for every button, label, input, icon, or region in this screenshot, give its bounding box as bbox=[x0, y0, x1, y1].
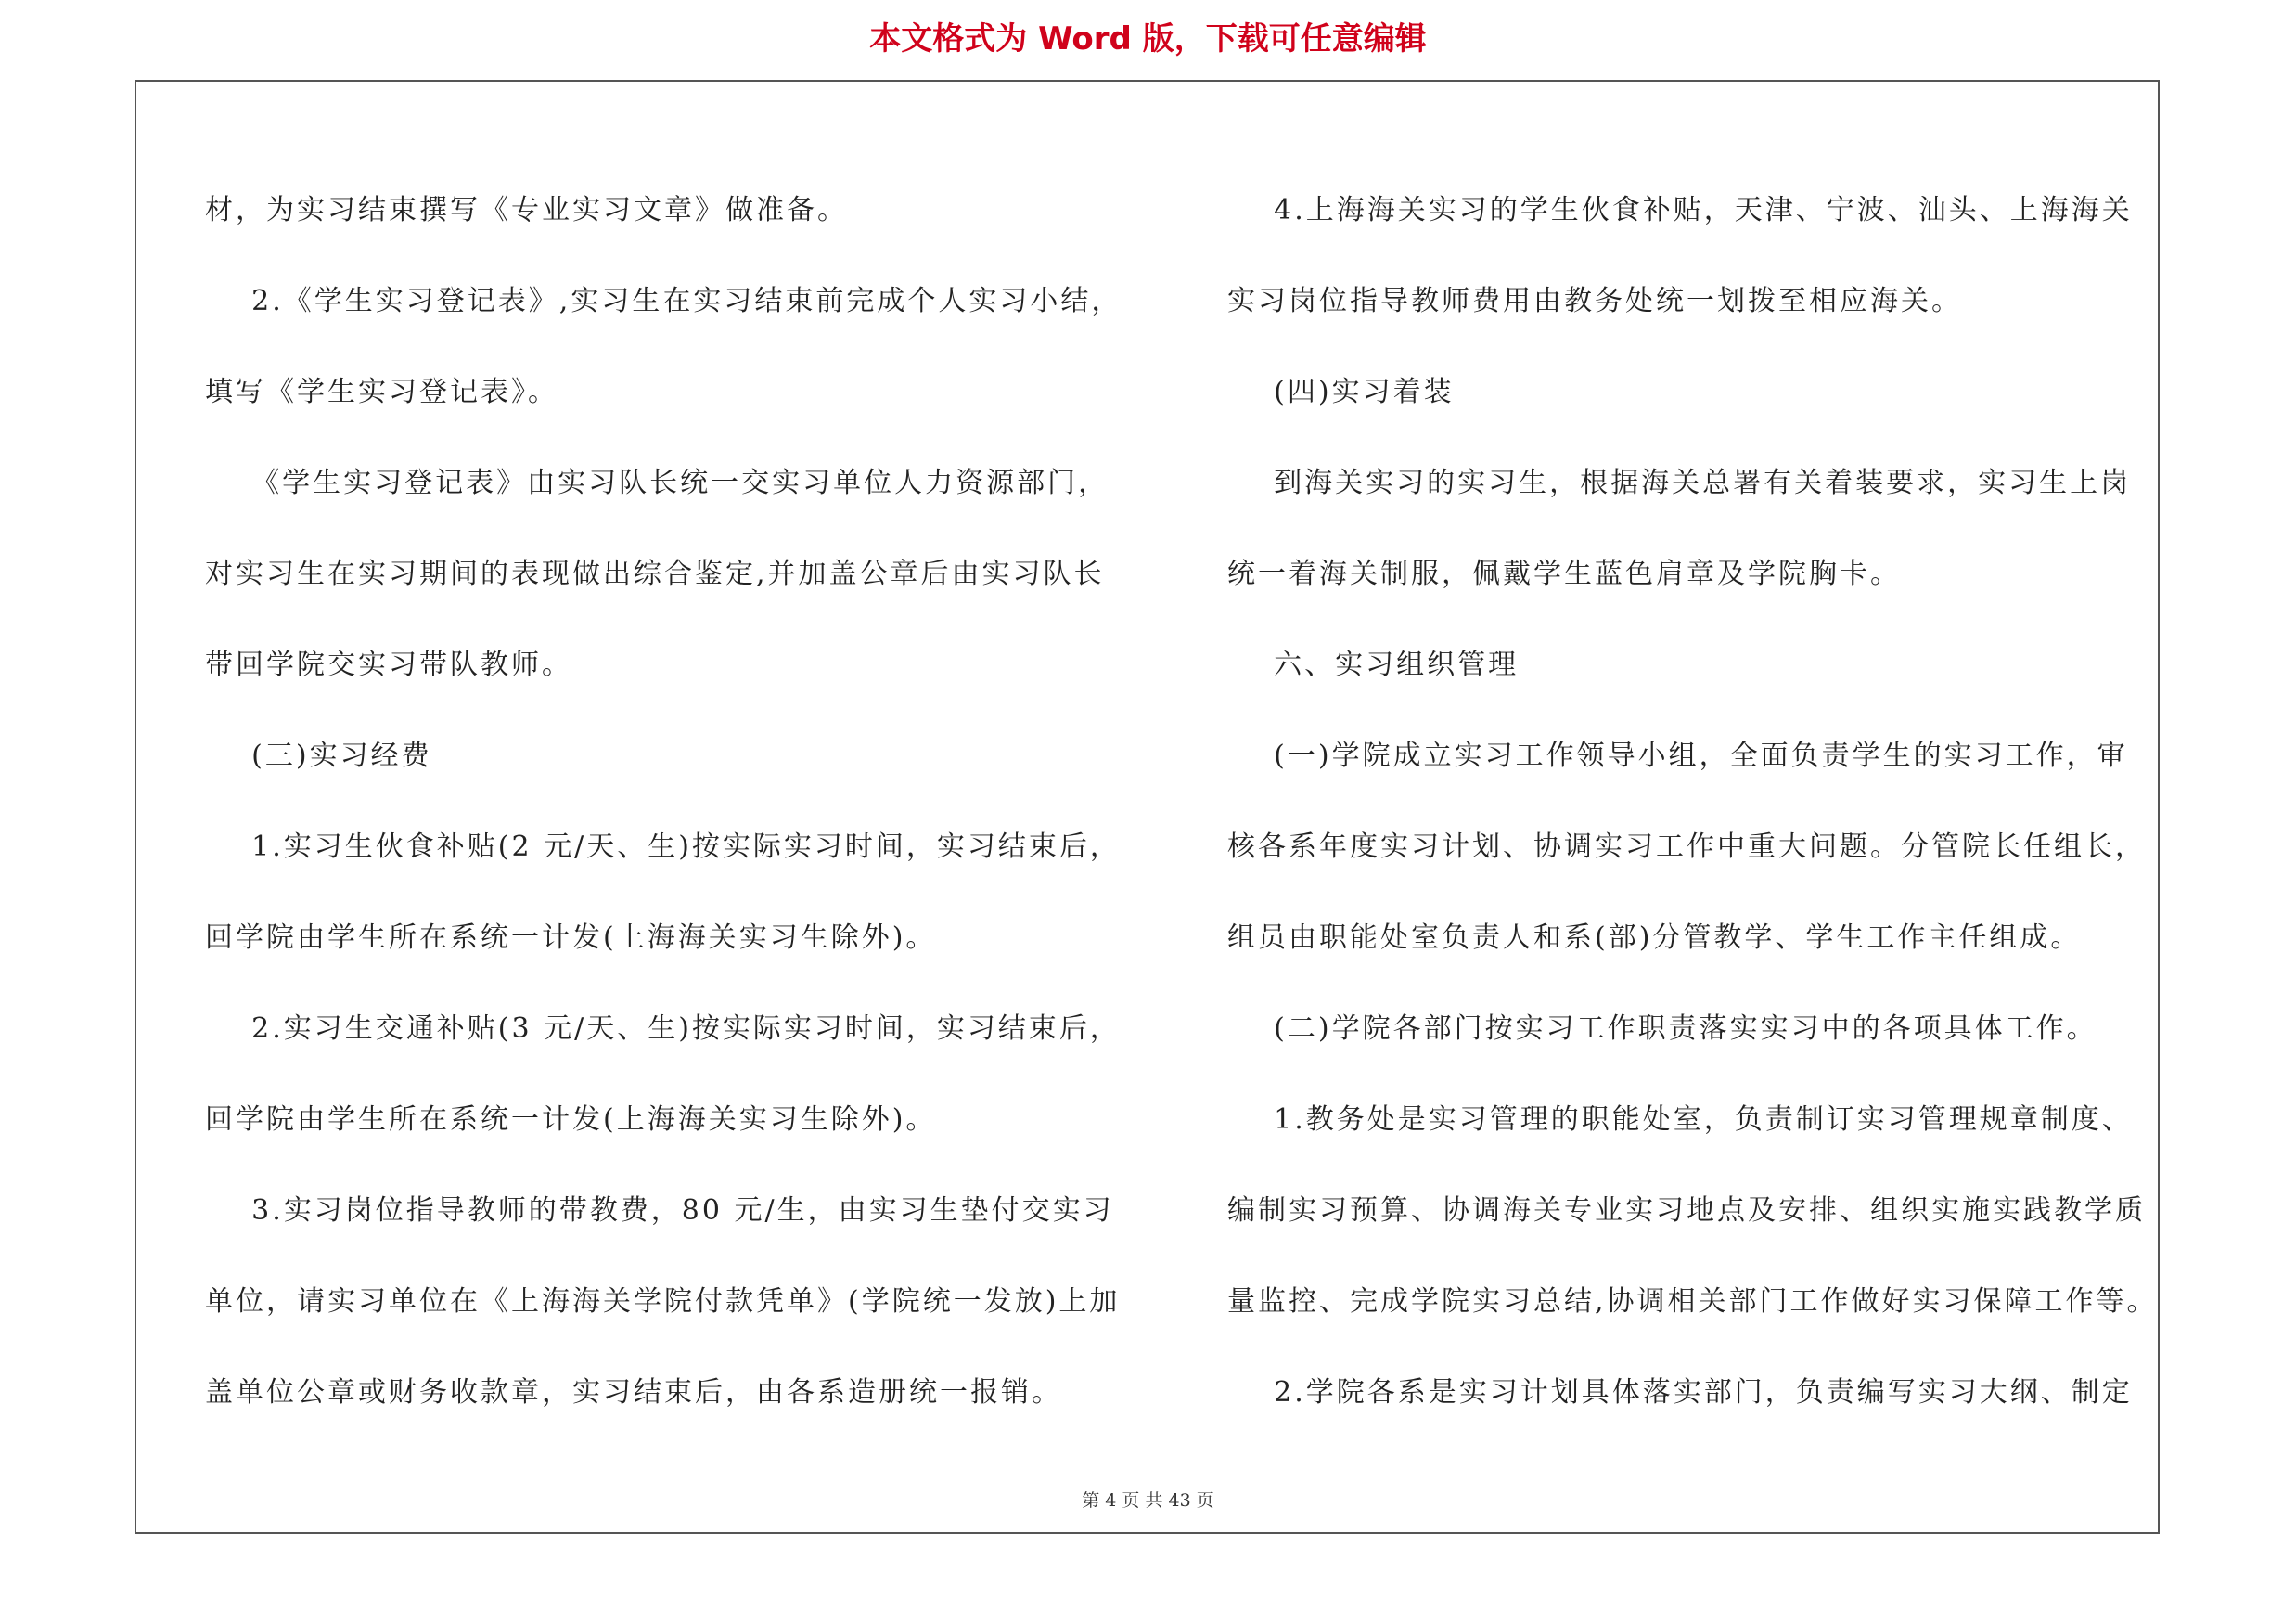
text-line: 4.上海海关实习的学生伙食补贴，天津、宁波、汕头、上海海关 bbox=[1227, 194, 2133, 226]
text-line: 填写《学生实习登记表》。 bbox=[205, 376, 558, 408]
text-line: 核各系年度实习计划、协调实习工作中重大问题。分管院长任组长， bbox=[1227, 831, 2146, 863]
text-line: 回学院由学生所在系统一计发(上海海关实习生除外)。 bbox=[205, 921, 937, 954]
right-column bbox=[1227, 165, 2164, 1438]
text-line: 3.实习岗位指导教师的带教费，80 元/生，由实习生垫付交实习 bbox=[205, 1194, 1114, 1227]
page-footer: 第 4 页 共 43 页 bbox=[1082, 1490, 1214, 1511]
text-line: 到海关实习的实习生，根据海关总署有关着装要求，实习生上岗 bbox=[1227, 467, 2132, 499]
text-line: 六、实习组织管理 bbox=[1227, 649, 1520, 681]
text-line: (四)实习着装 bbox=[1227, 376, 1455, 408]
text-line: 量监控、完成学院实习总结,协调相关部门工作做好实习保障工作等。 bbox=[1227, 1285, 2158, 1318]
text-line: 2.学院各系是实习计划具体落实部门，负责编写实习大纲、制定 bbox=[1227, 1376, 2133, 1409]
text-line: (二)学院各部门按实习工作职责落实实习中的各项具体工作。 bbox=[1227, 1012, 2097, 1045]
text-line: 单位，请实习单位在《上海海关学院付款凭单》(学院统一发放)上加 bbox=[205, 1285, 1121, 1318]
text-line: 实习岗位指导教师费用由教务处统一划拨至相应海关。 bbox=[1227, 285, 1962, 317]
text-line: 对实习生在实习期间的表现做出综合鉴定,并加盖公章后由实习队长 bbox=[205, 558, 1105, 590]
text-line: (三)实习经费 bbox=[205, 740, 432, 772]
text-line: 材，为实习结束撰写《专业实习文章》做准备。 bbox=[205, 194, 848, 226]
text-line: 2.《学生实习登记表》,实习生在实习结束前完成个人实习小结， bbox=[205, 285, 1122, 317]
text-line: 带回学院交实习带队教师。 bbox=[205, 649, 572, 681]
text-line: 盖单位公章或财务收款章，实习结束后，由各系造册统一报销。 bbox=[205, 1376, 1062, 1409]
text-line: 回学院由学生所在系统一计发(上海海关实习生除外)。 bbox=[205, 1103, 937, 1136]
text-line: 统一着海关制服，佩戴学生蓝色肩章及学院胸卡。 bbox=[1227, 558, 1901, 590]
left-column bbox=[205, 165, 1151, 1438]
text-line: (一)学院成立实习工作领导小组，全面负责学生的实习工作，审 bbox=[1227, 740, 2128, 772]
text-line: 1.教务处是实习管理的职能处室，负责制订实习管理规章制度、 bbox=[1227, 1103, 2133, 1136]
text-line: 2.实习生交通补贴(3 元/天、生)按实际实习时间，实习结束后， bbox=[205, 1012, 1121, 1045]
text-line: 《学生实习登记表》由实习队长统一交实习单位人力资源部门， bbox=[205, 467, 1110, 499]
text-line: 编制实习预算、协调海关专业实习地点及安排、组织实施实践教学质 bbox=[1227, 1194, 2146, 1227]
document-banner: 本文格式为 Word 版，下载可任意编辑 bbox=[869, 20, 1427, 58]
text-line: 1.实习生伙食补贴(2 元/天、生)按实际实习时间，实习结束后， bbox=[205, 831, 1121, 863]
text-line: 组员由职能处室负责人和系(部)分管教学、学生工作主任组成。 bbox=[1227, 921, 2082, 954]
